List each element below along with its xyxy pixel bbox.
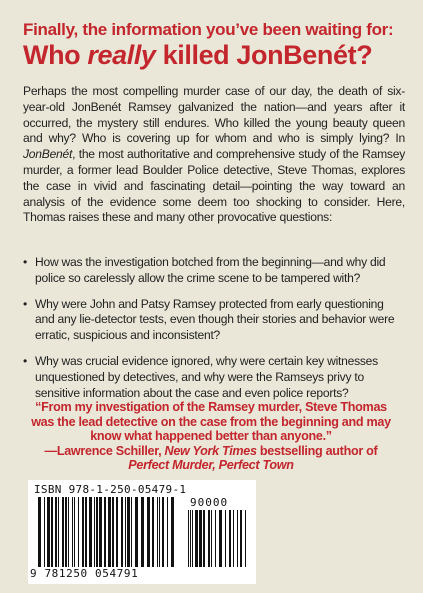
headline-post: killed JonBenét? xyxy=(155,40,373,70)
headline-pre: Who xyxy=(23,40,88,70)
headline xyxy=(23,40,418,71)
barcode-bar xyxy=(127,497,130,567)
barcode-bar xyxy=(147,497,150,567)
barcode-bar xyxy=(38,497,41,567)
barcode-bar xyxy=(68,497,69,567)
barcode-bar xyxy=(65,497,67,567)
blurb-book-title: JonBenét xyxy=(23,147,73,162)
barcode-bar xyxy=(108,497,111,567)
barcode-bar xyxy=(112,497,114,567)
barcode-bar xyxy=(141,497,144,567)
attr-publication: New York Times xyxy=(164,443,257,458)
barcode-bar xyxy=(135,497,138,567)
blurb-part-a: Perhaps the most compelling murder case of our day, the death of six-year-old JonBenét Ramsey galvanized the nation—and years after it occurred, the mystery still endures. Who killed the young beauty queen and why? Who is covering up for whom and who is simply lying? In xyxy=(23,84,405,146)
barcode-bar xyxy=(225,510,226,567)
barcode-bar xyxy=(171,497,174,567)
barcode-bar xyxy=(96,497,98,567)
barcode-bar xyxy=(85,497,87,567)
barcode-bar xyxy=(152,497,154,567)
barcode-bar xyxy=(211,510,212,567)
attr-book-title: Perfect Murder, Perfect Town xyxy=(128,458,294,473)
question-item: • How was the investigation botched from the beginning—and why did police so carelessly allow the crime scene to be tampered with? xyxy=(23,255,405,287)
isbn-label: ISBN 978-1-250-05479-1 xyxy=(34,483,187,496)
barcode-bar xyxy=(229,510,231,567)
question-item: • Why were John and Patsy Ramsey protected from early questioning and any lie-detector tests, even though their stories and behavior were erratic, suspicious and inconsistent? xyxy=(23,297,405,344)
barcode-bar xyxy=(58,497,59,567)
barcode-bar xyxy=(78,497,79,567)
barcode-bar xyxy=(162,497,164,567)
barcode-bar xyxy=(116,497,118,567)
question-list xyxy=(23,255,405,411)
tagline: Finally, the information you’ve been waiting for: xyxy=(23,20,394,39)
barcode-bar xyxy=(195,510,198,567)
ean-barcode-icon xyxy=(38,497,174,567)
barcode-bar xyxy=(121,497,123,567)
endorsement-quote xyxy=(30,400,392,473)
barcode-bar xyxy=(237,510,238,567)
barcode-bar xyxy=(125,497,126,567)
barcode-bar xyxy=(89,497,92,567)
barcode-bar xyxy=(188,510,189,567)
barcode-bar xyxy=(167,497,168,567)
quote-text: “From my investigation of the Ramsey murder, Steve Thomas was the lead detective on the case from the beginning and may know what happened better than anyone.” xyxy=(31,400,391,444)
barcode-bar xyxy=(219,510,222,567)
barcode-bar xyxy=(157,497,158,567)
barcode-bar xyxy=(62,497,64,567)
addon-barcode-icon xyxy=(188,510,248,567)
barcode-bar xyxy=(199,510,202,567)
barcode-bar xyxy=(104,497,106,567)
blurb-part-b: , the most authoritative and comprehensive study of the Ramsey murder, a former lead Boulder Police detective, Steve Thomas, explores the case in vivid and fascinating detail—pointing the way toward an analysis of the evidence some deem too shocking to consider. Here, Thomas raises these and many other provocative questions: xyxy=(23,147,405,225)
barcode-bar xyxy=(55,497,57,567)
barcode-bar xyxy=(208,510,210,567)
barcode-bar xyxy=(131,497,132,567)
attr-part-a: —Lawrence Schiller, xyxy=(44,443,165,458)
ean-digits: 9 781250 054791 xyxy=(30,567,139,580)
barcode-bar xyxy=(190,510,191,567)
barcode-bar xyxy=(44,497,45,567)
quote-attribution xyxy=(30,444,392,473)
barcode-bar xyxy=(51,497,53,567)
barcode-bar xyxy=(245,510,246,567)
barcode-bar xyxy=(94,497,95,567)
barcode-bar xyxy=(240,510,242,567)
barcode-bar xyxy=(192,510,193,567)
barcode-bar xyxy=(159,497,160,567)
price-addon-digits: 90000 xyxy=(190,496,229,509)
headline-emphasis: really xyxy=(87,40,156,70)
barcode-bar xyxy=(82,497,84,567)
blurb-paragraph xyxy=(23,84,405,226)
barcode-bar xyxy=(72,497,73,567)
barcode-bar xyxy=(74,497,75,567)
barcode-panel xyxy=(28,480,256,584)
barcode-bar xyxy=(47,497,50,567)
barcode-bar xyxy=(215,510,216,567)
attr-part-b: bestselling author of xyxy=(256,443,378,458)
barcode-bar xyxy=(99,497,102,567)
question-item: • Why was crucial evidence ignored, why were certain key witnesses unquestioned by detectives, and why were the Ramseys privy to sensitive information about the case and even police reports? xyxy=(23,354,405,401)
barcode-bar xyxy=(233,510,234,567)
barcode-bar xyxy=(203,510,205,567)
